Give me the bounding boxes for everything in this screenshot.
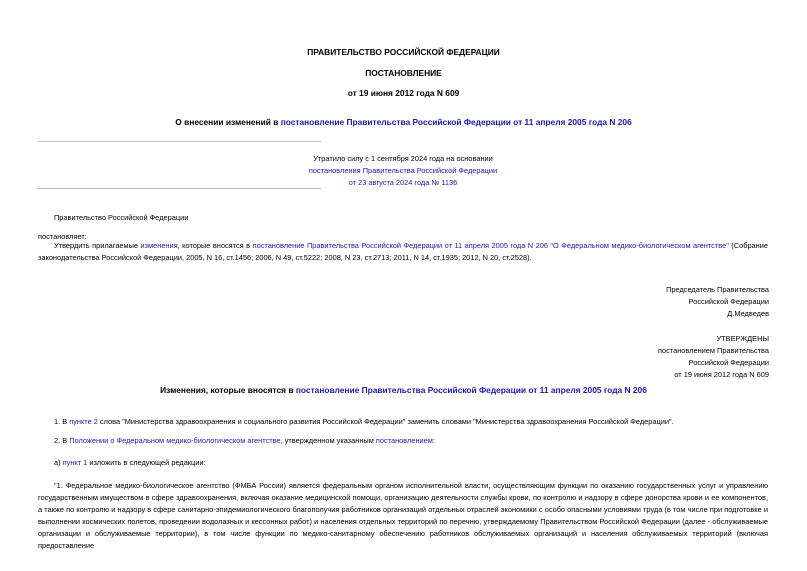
status-note-link[interactable]: постановления Правительства Российской Федерации: [308, 166, 498, 175]
document-date-number: от 19 июня 2012 года N 609: [347, 88, 460, 98]
approve-link-changes[interactable]: изменения: [140, 241, 178, 250]
title-link[interactable]: постановление Правительства Российской Федерации от 11 апреля 2005 года N 206: [280, 117, 632, 127]
approve-suffix: (Собрание законодательства Российской Федерации, 2005, N 16, ст.1456; 2006, N 49, ст.5222; 2008, N 23, ст.2713; 2011, N 14, ст.1935; 2012, N 20, ст.2528).: [38, 241, 768, 262]
changes-title-prefix: Изменения, которые вносятся в: [160, 385, 296, 395]
item2-suffix: :: [432, 436, 435, 445]
item2-mid: , утвержденном указанным: [280, 436, 376, 445]
signature-position: Председатель Правительства: [666, 285, 769, 294]
item2-link-decree[interactable]: постановлением: [375, 436, 433, 445]
change-item-a: [54, 457, 206, 469]
item2-prefix: 2. В: [54, 436, 70, 445]
change-item-2: [54, 435, 435, 447]
government-title: ПРАВИТЕЛЬСТВО РОССИЙСКОЙ ФЕДЕРАЦИИ: [307, 47, 500, 57]
status-note-line1: Утратило силу с 1 сентября 2024 года на основании: [313, 154, 493, 163]
signature-name: Д.Медведев: [727, 309, 769, 318]
document-title: [0, 117, 807, 127]
approved-heading: УТВЕРЖДЕНЫ: [716, 334, 769, 343]
approve-paragraph: [38, 240, 768, 264]
divider-bottom: [38, 188, 321, 189]
document-type: ПОСТАНОВЛЕНИЕ: [365, 68, 442, 78]
item-a-link[interactable]: пункт 1: [62, 458, 88, 467]
approved-by: постановлением Правительства: [658, 346, 769, 355]
issuer: Правительство Российской Федерации: [54, 213, 189, 222]
quote-paragraph: "1. Федеральное медико-биологическое агентство (ФМБА России) является федеральным органом исполнительной власти, осуществляющим функции по оказанию государственных услуг и управлению государственным имуществом в сфере здравоохранения, включая оказание медицинской помощи, организацию деятельности службы крови, по контролю и надзору в сфере донорства крови и ее компонентов, а также по контролю и надзору в сфере санитарно-эпидемиологического благополучия работников организаций отдельных отраслей экономики с особо опасными условиями труда (в том числе при подготовке и выполнении космических полетов, проведении водолазных и кессонных работ) и населения отдельных территорий по перечню, утверждаемому Правительством Российской Федерации (далее - обслуживаемые организации и обслуживаемые территории), в том числе функции по медико-санитарному обеспечению работников обслуживаемых организаций и населения обслуживаемых территорий (включая предоставление: [38, 481, 768, 550]
approve-prefix: Утвердить прилагаемые: [54, 241, 141, 250]
changes-title: [0, 385, 807, 395]
item-a-prefix: а): [54, 458, 63, 467]
signature-org: Российской Федерации: [688, 297, 769, 306]
approved-org: Российской Федерации: [688, 358, 769, 367]
changes-title-link[interactable]: постановление Правительства Российской Федерации от 11 апреля 2005 года N 206: [295, 385, 647, 395]
title-prefix: О внесении изменений в: [175, 117, 281, 127]
approve-link-decree[interactable]: постановление Правительства Российской Федерации от 11 апреля 2005 года N 206 "О Федеральном медико-биологическом агентстве": [252, 241, 729, 250]
approved-date: от 19 июня 2012 года N 609: [674, 370, 769, 379]
approved-block: [658, 333, 769, 381]
change-item-1: [54, 416, 674, 428]
item1-suffix: слова "Министерства здравоохранения и социального развития Российской Федерации" заменить словами "Министерства здравоохранения Российской Федерации".: [97, 417, 674, 426]
divider-top: [38, 141, 321, 142]
item2-link-regulation[interactable]: Положении о Федеральном медико-биологическом агентстве: [69, 436, 281, 445]
signature-block: [666, 284, 769, 320]
decrees-word: постановляет:: [38, 232, 87, 241]
status-note-link-date[interactable]: от 23 августа 2024 года № 1136: [348, 178, 458, 187]
item1-prefix: 1. В: [54, 417, 70, 426]
status-note: [300, 153, 506, 189]
approve-mid: , которые вносятся в: [177, 241, 253, 250]
item-a-suffix: изложить в следующей редакции:: [87, 458, 206, 467]
item1-link[interactable]: пункте 2: [69, 417, 98, 426]
